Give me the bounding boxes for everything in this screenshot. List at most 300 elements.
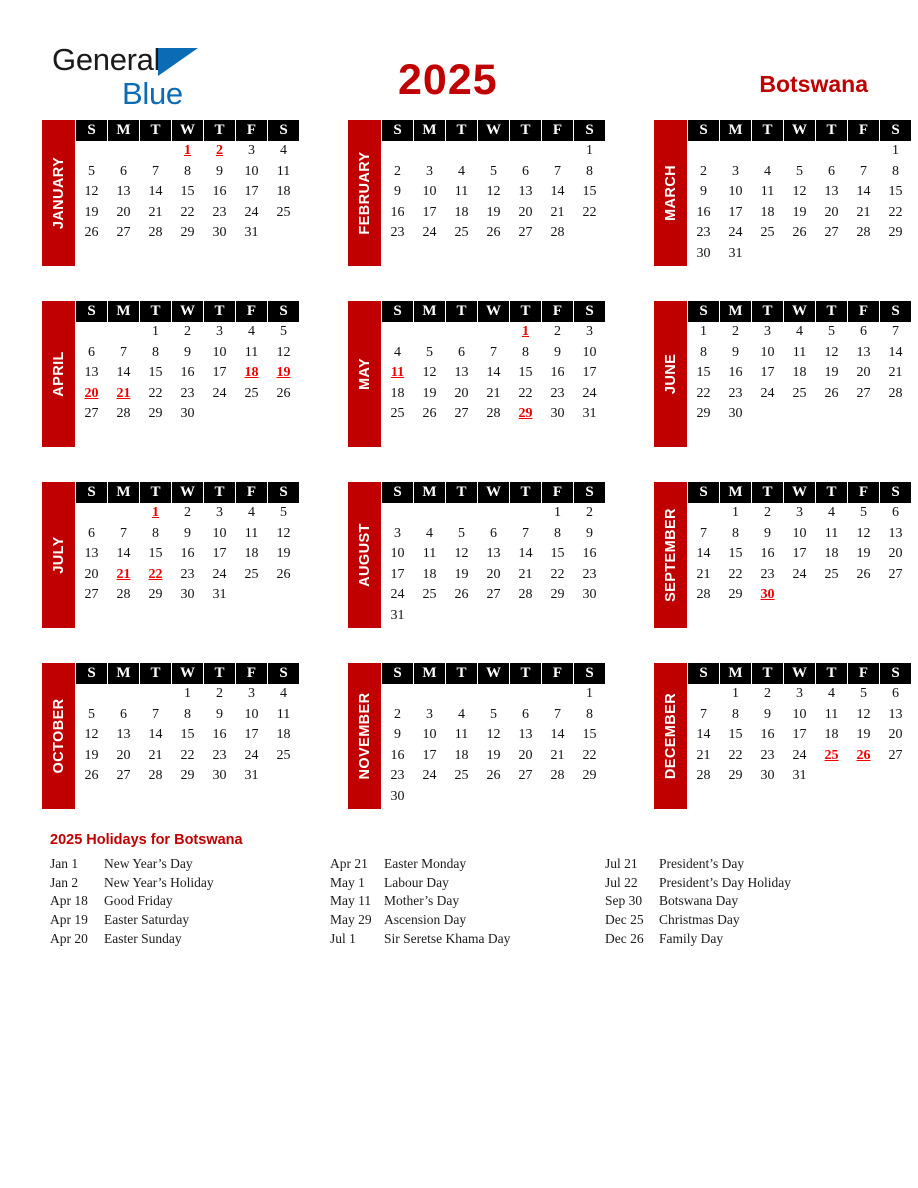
day-cell[interactable]: 24	[760, 385, 775, 401]
day-cell[interactable]: 23	[550, 385, 565, 401]
day-cell[interactable]: 20	[888, 546, 903, 562]
day-cell[interactable]: 6	[88, 525, 95, 541]
day-cell[interactable]: 5	[490, 706, 497, 722]
day-cell[interactable]: 2	[216, 686, 223, 702]
day-cell[interactable]: 18	[422, 566, 437, 582]
day-cell[interactable]: 7	[120, 344, 127, 360]
day-cell[interactable]: 11	[792, 344, 807, 360]
day-cell[interactable]: 9	[184, 344, 191, 360]
day-cell[interactable]: 28	[116, 587, 131, 603]
day-cell[interactable]: 11	[422, 546, 437, 562]
day-cell[interactable]: 3	[248, 143, 255, 159]
day-cell[interactable]: 8	[184, 163, 191, 179]
day-cell[interactable]: 7	[152, 706, 159, 722]
day-cell[interactable]: 13	[518, 727, 533, 743]
day-cell[interactable]: 17	[422, 204, 437, 220]
day-cell[interactable]: 5	[426, 344, 433, 360]
day-cell[interactable]: 18	[454, 747, 469, 763]
day-cell[interactable]: 7	[120, 525, 127, 541]
day-cell[interactable]: 23	[728, 385, 743, 401]
day-cell[interactable]: 1	[732, 505, 739, 521]
day-cell[interactable]: 25	[824, 566, 839, 582]
day-cell-holiday[interactable]: 25	[824, 747, 839, 763]
day-cell[interactable]: 21	[518, 566, 533, 582]
day-cell[interactable]: 10	[422, 727, 437, 743]
day-cell[interactable]: 12	[856, 525, 871, 541]
day-cell[interactable]: 3	[426, 163, 433, 179]
day-cell[interactable]: 12	[276, 344, 291, 360]
day-cell[interactable]: 16	[696, 204, 711, 220]
day-cell[interactable]: 25	[792, 385, 807, 401]
day-cell[interactable]: 23	[760, 747, 775, 763]
day-cell[interactable]: 21	[696, 747, 711, 763]
day-cell[interactable]: 6	[522, 706, 529, 722]
day-cell[interactable]: 8	[586, 706, 593, 722]
day-cell[interactable]: 6	[892, 686, 899, 702]
day-cell[interactable]: 21	[888, 365, 903, 381]
day-cell[interactable]: 27	[454, 406, 469, 422]
day-cell[interactable]: 6	[490, 525, 497, 541]
day-cell[interactable]: 31	[390, 607, 405, 623]
day-cell[interactable]: 3	[764, 324, 771, 340]
day-cell[interactable]: 10	[212, 525, 227, 541]
day-cell[interactable]: 26	[486, 225, 501, 241]
day-cell[interactable]: 12	[486, 184, 501, 200]
day-cell[interactable]: 12	[422, 365, 437, 381]
day-cell[interactable]: 19	[276, 546, 291, 562]
day-cell[interactable]: 13	[116, 184, 131, 200]
day-cell[interactable]: 10	[760, 344, 775, 360]
day-cell[interactable]: 28	[696, 587, 711, 603]
day-cell[interactable]: 24	[582, 385, 597, 401]
day-cell[interactable]: 25	[422, 587, 437, 603]
day-cell[interactable]: 24	[244, 204, 259, 220]
day-cell[interactable]: 10	[212, 344, 227, 360]
day-cell[interactable]: 9	[732, 344, 739, 360]
day-cell-holiday[interactable]: 29	[518, 406, 533, 422]
day-cell[interactable]: 28	[518, 587, 533, 603]
day-cell[interactable]: 14	[856, 184, 871, 200]
day-cell[interactable]: 15	[696, 365, 711, 381]
day-cell[interactable]: 18	[824, 727, 839, 743]
day-cell[interactable]: 12	[486, 727, 501, 743]
day-cell[interactable]: 17	[792, 546, 807, 562]
day-cell[interactable]: 5	[828, 324, 835, 340]
day-cell[interactable]: 2	[554, 324, 561, 340]
day-cell[interactable]: 14	[550, 727, 565, 743]
day-cell[interactable]: 12	[454, 546, 469, 562]
day-cell[interactable]: 10	[244, 163, 259, 179]
day-cell[interactable]: 28	[550, 225, 565, 241]
day-cell[interactable]: 31	[212, 587, 227, 603]
day-cell[interactable]: 13	[116, 727, 131, 743]
day-cell-holiday[interactable]: 1	[184, 143, 191, 159]
day-cell[interactable]: 3	[586, 324, 593, 340]
day-cell-holiday[interactable]: 1	[522, 324, 529, 340]
day-cell[interactable]: 24	[792, 747, 807, 763]
day-cell[interactable]: 22	[180, 747, 195, 763]
day-cell[interactable]: 4	[828, 505, 835, 521]
day-cell[interactable]: 22	[550, 566, 565, 582]
day-cell[interactable]: 24	[212, 566, 227, 582]
day-cell[interactable]: 9	[764, 706, 771, 722]
day-cell[interactable]: 10	[422, 184, 437, 200]
day-cell[interactable]: 16	[390, 204, 405, 220]
day-cell[interactable]: 1	[586, 686, 593, 702]
day-cell[interactable]: 13	[888, 706, 903, 722]
day-cell[interactable]: 4	[458, 163, 465, 179]
day-cell[interactable]: 11	[244, 344, 259, 360]
day-cell[interactable]: 11	[454, 184, 469, 200]
day-cell[interactable]: 22	[518, 385, 533, 401]
day-cell[interactable]: 26	[792, 225, 807, 241]
day-cell[interactable]: 29	[582, 768, 597, 784]
day-cell[interactable]: 29	[180, 768, 195, 784]
day-cell[interactable]: 8	[732, 525, 739, 541]
day-cell[interactable]: 17	[728, 204, 743, 220]
day-cell[interactable]: 30	[550, 406, 565, 422]
day-cell[interactable]: 5	[88, 706, 95, 722]
day-cell[interactable]: 28	[116, 406, 131, 422]
day-cell[interactable]: 2	[764, 505, 771, 521]
day-cell[interactable]: 26	[422, 406, 437, 422]
day-cell[interactable]: 29	[148, 587, 163, 603]
day-cell[interactable]: 29	[728, 768, 743, 784]
day-cell[interactable]: 14	[518, 546, 533, 562]
day-cell[interactable]: 18	[760, 204, 775, 220]
day-cell[interactable]: 7	[152, 163, 159, 179]
day-cell[interactable]: 3	[216, 324, 223, 340]
day-cell[interactable]: 1	[700, 324, 707, 340]
day-cell[interactable]: 21	[856, 204, 871, 220]
day-cell[interactable]: 18	[276, 727, 291, 743]
day-cell[interactable]: 25	[276, 747, 291, 763]
day-cell[interactable]: 20	[116, 204, 131, 220]
day-cell[interactable]: 11	[244, 525, 259, 541]
day-cell[interactable]: 14	[696, 727, 711, 743]
day-cell[interactable]: 19	[824, 365, 839, 381]
day-cell[interactable]: 5	[860, 505, 867, 521]
day-cell[interactable]: 20	[84, 566, 99, 582]
day-cell[interactable]: 28	[486, 406, 501, 422]
day-cell[interactable]: 13	[856, 344, 871, 360]
day-cell[interactable]: 8	[522, 344, 529, 360]
day-cell[interactable]: 9	[394, 727, 401, 743]
day-cell[interactable]: 10	[792, 706, 807, 722]
day-cell[interactable]: 28	[696, 768, 711, 784]
day-cell[interactable]: 15	[518, 365, 533, 381]
day-cell[interactable]: 30	[212, 768, 227, 784]
day-cell[interactable]: 27	[518, 225, 533, 241]
day-cell[interactable]: 16	[180, 365, 195, 381]
day-cell[interactable]: 23	[212, 747, 227, 763]
day-cell[interactable]: 4	[458, 706, 465, 722]
day-cell[interactable]: 3	[732, 163, 739, 179]
day-cell[interactable]: 9	[216, 163, 223, 179]
day-cell[interactable]: 24	[422, 225, 437, 241]
day-cell[interactable]: 20	[454, 385, 469, 401]
day-cell[interactable]: 30	[696, 245, 711, 261]
day-cell[interactable]: 6	[522, 163, 529, 179]
day-cell[interactable]: 22	[148, 385, 163, 401]
day-cell[interactable]: 15	[180, 184, 195, 200]
day-cell[interactable]: 26	[276, 385, 291, 401]
day-cell[interactable]: 2	[394, 706, 401, 722]
day-cell[interactable]: 16	[390, 747, 405, 763]
day-cell[interactable]: 27	[116, 225, 131, 241]
day-cell[interactable]: 10	[582, 344, 597, 360]
day-cell[interactable]: 19	[856, 727, 871, 743]
day-cell[interactable]: 3	[248, 686, 255, 702]
day-cell[interactable]: 14	[148, 727, 163, 743]
day-cell[interactable]: 7	[490, 344, 497, 360]
day-cell[interactable]: 9	[700, 184, 707, 200]
day-cell[interactable]: 12	[276, 525, 291, 541]
day-cell[interactable]: 16	[180, 546, 195, 562]
day-cell[interactable]: 1	[184, 686, 191, 702]
day-cell[interactable]: 13	[888, 525, 903, 541]
day-cell[interactable]: 12	[856, 706, 871, 722]
day-cell[interactable]: 23	[180, 385, 195, 401]
day-cell[interactable]: 27	[856, 385, 871, 401]
day-cell[interactable]: 19	[422, 385, 437, 401]
day-cell[interactable]: 10	[728, 184, 743, 200]
day-cell[interactable]: 12	[84, 184, 99, 200]
day-cell[interactable]: 8	[554, 525, 561, 541]
day-cell-holiday[interactable]: 1	[152, 505, 159, 521]
day-cell[interactable]: 14	[116, 365, 131, 381]
day-cell-holiday[interactable]: 19	[276, 365, 291, 381]
day-cell[interactable]: 21	[550, 747, 565, 763]
day-cell[interactable]: 2	[184, 324, 191, 340]
day-cell[interactable]: 2	[764, 686, 771, 702]
day-cell[interactable]: 11	[824, 706, 839, 722]
day-cell[interactable]: 13	[824, 184, 839, 200]
day-cell[interactable]: 5	[490, 163, 497, 179]
day-cell[interactable]: 26	[486, 768, 501, 784]
day-cell[interactable]: 15	[728, 727, 743, 743]
day-cell[interactable]: 8	[700, 344, 707, 360]
day-cell[interactable]: 15	[550, 546, 565, 562]
day-cell[interactable]: 24	[390, 587, 405, 603]
day-cell[interactable]: 27	[84, 587, 99, 603]
day-cell-holiday[interactable]: 21	[116, 385, 131, 401]
day-cell[interactable]: 11	[276, 706, 291, 722]
day-cell[interactable]: 11	[454, 727, 469, 743]
day-cell[interactable]: 27	[116, 768, 131, 784]
day-cell[interactable]: 20	[518, 747, 533, 763]
day-cell[interactable]: 9	[216, 706, 223, 722]
day-cell[interactable]: 17	[760, 365, 775, 381]
day-cell[interactable]: 4	[248, 324, 255, 340]
day-cell[interactable]: 6	[88, 344, 95, 360]
day-cell[interactable]: 4	[796, 324, 803, 340]
day-cell[interactable]: 12	[824, 344, 839, 360]
day-cell[interactable]: 14	[116, 546, 131, 562]
day-cell[interactable]: 2	[732, 324, 739, 340]
day-cell[interactable]: 7	[860, 163, 867, 179]
day-cell[interactable]: 29	[148, 406, 163, 422]
day-cell[interactable]: 30	[390, 788, 405, 804]
day-cell[interactable]: 14	[550, 184, 565, 200]
day-cell[interactable]: 30	[760, 768, 775, 784]
day-cell[interactable]: 28	[148, 768, 163, 784]
day-cell[interactable]: 4	[764, 163, 771, 179]
day-cell[interactable]: 29	[888, 225, 903, 241]
day-cell[interactable]: 29	[550, 587, 565, 603]
day-cell[interactable]: 9	[554, 344, 561, 360]
day-cell-holiday[interactable]: 26	[856, 747, 871, 763]
day-cell-holiday[interactable]: 30	[760, 587, 775, 603]
day-cell[interactable]: 18	[824, 546, 839, 562]
day-cell[interactable]: 7	[700, 706, 707, 722]
day-cell[interactable]: 21	[696, 566, 711, 582]
day-cell[interactable]: 27	[486, 587, 501, 603]
day-cell[interactable]: 17	[792, 727, 807, 743]
day-cell[interactable]: 21	[486, 385, 501, 401]
day-cell[interactable]: 15	[728, 546, 743, 562]
day-cell[interactable]: 27	[518, 768, 533, 784]
day-cell[interactable]: 8	[586, 163, 593, 179]
day-cell[interactable]: 19	[84, 204, 99, 220]
day-cell[interactable]: 23	[582, 566, 597, 582]
day-cell[interactable]: 18	[244, 546, 259, 562]
day-cell-holiday[interactable]: 20	[84, 385, 99, 401]
day-cell[interactable]: 13	[454, 365, 469, 381]
day-cell[interactable]: 6	[120, 706, 127, 722]
day-cell[interactable]: 7	[522, 525, 529, 541]
day-cell[interactable]: 24	[212, 385, 227, 401]
day-cell[interactable]: 29	[180, 225, 195, 241]
day-cell-holiday[interactable]: 11	[390, 365, 405, 381]
day-cell[interactable]: 2	[184, 505, 191, 521]
day-cell[interactable]: 25	[760, 225, 775, 241]
day-cell[interactable]: 7	[892, 324, 899, 340]
day-cell[interactable]: 24	[728, 225, 743, 241]
day-cell[interactable]: 14	[486, 365, 501, 381]
day-cell[interactable]: 16	[550, 365, 565, 381]
day-cell[interactable]: 22	[728, 566, 743, 582]
day-cell[interactable]: 8	[892, 163, 899, 179]
day-cell[interactable]: 23	[390, 768, 405, 784]
day-cell[interactable]: 4	[426, 525, 433, 541]
day-cell[interactable]: 7	[554, 706, 561, 722]
day-cell[interactable]: 18	[454, 204, 469, 220]
day-cell[interactable]: 26	[84, 768, 99, 784]
day-cell[interactable]: 22	[696, 385, 711, 401]
day-cell[interactable]: 25	[454, 225, 469, 241]
day-cell-holiday[interactable]: 18	[244, 365, 259, 381]
day-cell[interactable]: 6	[120, 163, 127, 179]
day-cell[interactable]: 10	[390, 546, 405, 562]
day-cell[interactable]: 24	[792, 566, 807, 582]
day-cell[interactable]: 6	[892, 505, 899, 521]
day-cell[interactable]: 28	[856, 225, 871, 241]
day-cell[interactable]: 6	[860, 324, 867, 340]
day-cell[interactable]: 28	[148, 225, 163, 241]
day-cell[interactable]: 9	[764, 525, 771, 541]
day-cell[interactable]: 13	[84, 546, 99, 562]
day-cell[interactable]: 12	[792, 184, 807, 200]
day-cell[interactable]: 9	[586, 525, 593, 541]
day-cell[interactable]: 24	[422, 768, 437, 784]
day-cell[interactable]: 2	[586, 505, 593, 521]
day-cell[interactable]: 22	[180, 204, 195, 220]
day-cell[interactable]: 8	[184, 706, 191, 722]
day-cell[interactable]: 16	[728, 365, 743, 381]
day-cell[interactable]: 28	[888, 385, 903, 401]
day-cell[interactable]: 29	[728, 587, 743, 603]
day-cell[interactable]: 17	[212, 365, 227, 381]
day-cell[interactable]: 5	[280, 324, 287, 340]
day-cell[interactable]: 19	[454, 566, 469, 582]
day-cell[interactable]: 30	[212, 225, 227, 241]
day-cell[interactable]: 4	[280, 143, 287, 159]
day-cell[interactable]: 10	[244, 706, 259, 722]
day-cell[interactable]: 3	[216, 505, 223, 521]
day-cell[interactable]: 3	[394, 525, 401, 541]
day-cell[interactable]: 16	[212, 184, 227, 200]
day-cell[interactable]: 31	[244, 225, 259, 241]
day-cell[interactable]: 27	[824, 225, 839, 241]
day-cell[interactable]: 20	[888, 727, 903, 743]
day-cell[interactable]: 31	[728, 245, 743, 261]
day-cell-holiday[interactable]: 22	[148, 566, 163, 582]
day-cell[interactable]: 1	[554, 505, 561, 521]
day-cell[interactable]: 13	[486, 546, 501, 562]
day-cell[interactable]: 14	[148, 184, 163, 200]
day-cell[interactable]: 23	[212, 204, 227, 220]
day-cell[interactable]: 15	[148, 365, 163, 381]
day-cell[interactable]: 16	[582, 546, 597, 562]
day-cell[interactable]: 1	[152, 324, 159, 340]
day-cell[interactable]: 16	[212, 727, 227, 743]
day-cell[interactable]: 19	[84, 747, 99, 763]
day-cell[interactable]: 17	[582, 365, 597, 381]
day-cell[interactable]: 19	[486, 747, 501, 763]
day-cell[interactable]: 31	[792, 768, 807, 784]
day-cell[interactable]: 23	[390, 225, 405, 241]
day-cell[interactable]: 26	[454, 587, 469, 603]
day-cell[interactable]: 8	[152, 525, 159, 541]
day-cell[interactable]: 18	[792, 365, 807, 381]
day-cell[interactable]: 17	[244, 184, 259, 200]
day-cell[interactable]: 15	[582, 184, 597, 200]
day-cell[interactable]: 11	[760, 184, 775, 200]
day-cell[interactable]: 21	[550, 204, 565, 220]
day-cell[interactable]: 25	[244, 385, 259, 401]
day-cell[interactable]: 25	[390, 406, 405, 422]
day-cell[interactable]: 5	[860, 686, 867, 702]
day-cell[interactable]: 22	[888, 204, 903, 220]
day-cell[interactable]: 23	[180, 566, 195, 582]
day-cell[interactable]: 26	[84, 225, 99, 241]
day-cell[interactable]: 16	[760, 546, 775, 562]
day-cell[interactable]: 26	[276, 566, 291, 582]
day-cell[interactable]: 23	[696, 225, 711, 241]
day-cell[interactable]: 10	[792, 525, 807, 541]
day-cell[interactable]: 12	[84, 727, 99, 743]
day-cell-holiday[interactable]: 21	[116, 566, 131, 582]
day-cell[interactable]: 30	[728, 406, 743, 422]
day-cell[interactable]: 2	[700, 163, 707, 179]
day-cell[interactable]: 13	[84, 365, 99, 381]
day-cell[interactable]: 24	[244, 747, 259, 763]
day-cell[interactable]: 28	[550, 768, 565, 784]
day-cell[interactable]: 20	[486, 566, 501, 582]
day-cell[interactable]: 16	[760, 727, 775, 743]
day-cell[interactable]: 19	[856, 546, 871, 562]
